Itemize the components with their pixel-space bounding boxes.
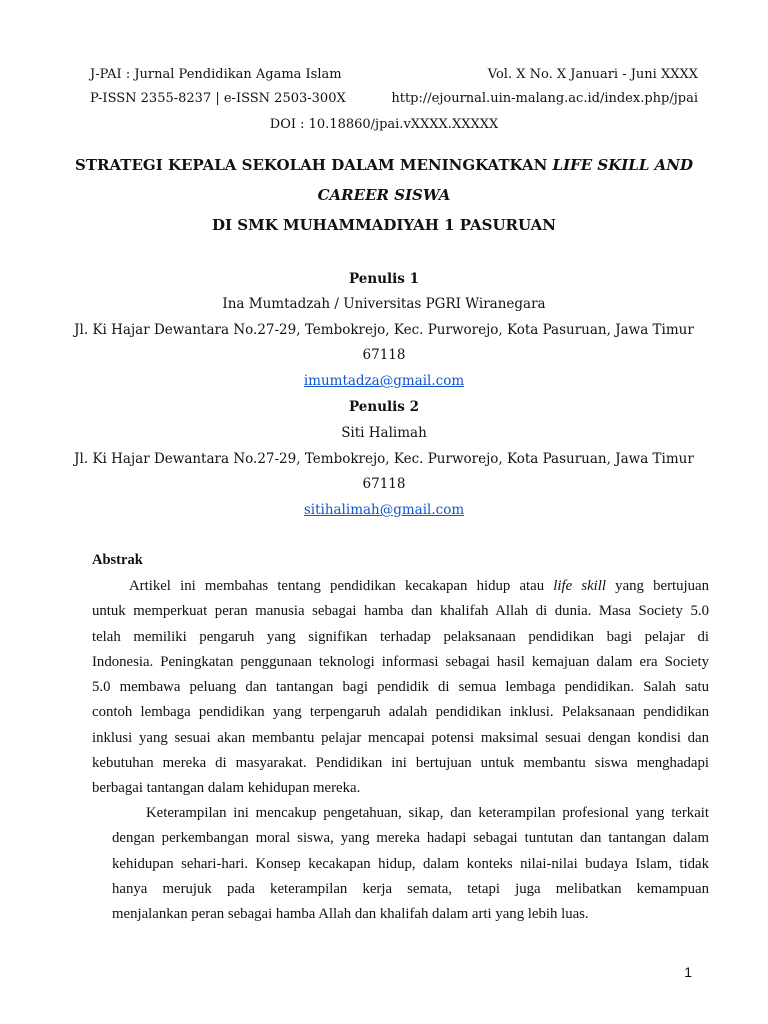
abstract-p1-line: kebutuhan mereka di masyarakat. Pendidikan ini bertujuan untuk membantu siswa menghadapi xyxy=(92,755,709,772)
title-italic-part: LIFE SKILL AND xyxy=(552,156,693,174)
article-title-line-3: DI SMK MUHAMMADIYAH 1 PASURUAN xyxy=(212,216,556,234)
abstract-p2-line: hanya merujuk pada keterampilan kerja semata, tetapi juga melibatkan kemampuan xyxy=(112,880,709,897)
article-title-line-2: CAREER SISWA xyxy=(317,186,451,204)
issn-info: P-ISSN 2355-8237 | e-ISSN 2503-300X xyxy=(90,91,346,106)
abstract-p2-line: Keterampilan ini mencakup pengetahuan, sikap, dan keterampilan profesional yang terkait xyxy=(146,805,709,821)
title-normal-part: STRATEGI KEPALA SEKOLAH DALAM MENINGKATKAN xyxy=(75,156,553,174)
abstract-p1-line: untuk memperkuat peran manusia sebagai hamba dan khalifah Allah di dunia. Masa Society 5.0 xyxy=(92,603,709,620)
author-1-email-link[interactable]: imumtadza@gmail.com xyxy=(303,373,465,389)
doi: DOI : 10.18860/jpai.vXXXX.XXXXX xyxy=(269,117,499,132)
author-1-address: Jl. Ki Hajar Dewantara No.27-29, Tembokrejo, Kec. Purworejo, Kota Pasuruan, Jawa Timur xyxy=(74,322,694,338)
abstract-p1-line: telah memiliki pengaruh yang signifikan terhadap pelaksanaan pendidikan bagi pelajar di xyxy=(92,628,709,645)
abstract-p1-line: Indonesia. Peningkatan penggunaan teknologi informasi sebagai hasil kemajuan dalam era Society xyxy=(92,653,709,670)
author-2-postal-code: 67118 xyxy=(362,476,406,492)
volume-info: Vol. X No. X Januari - Juni XXXX xyxy=(487,67,698,82)
abstract-p1-text: yang bertujuan xyxy=(606,578,709,594)
author-2-email-row xyxy=(0,502,768,518)
author-2-name: Siti Halimah xyxy=(341,425,427,441)
author-2-heading: Penulis 2 xyxy=(349,399,419,415)
article-title-line-1 xyxy=(0,156,768,174)
author-1-postal-code: 67118 xyxy=(362,347,406,363)
abstract-p1-line: inklusi yang sesuai akan membantu pelajar mencapai potensi maksimal sesuai dengan kondisi dan xyxy=(92,729,709,746)
abstract-p1-text: Artikel ini membahas tentang pendidikan kecakapan hidup atau xyxy=(129,578,554,594)
author-1-email-row xyxy=(0,373,768,389)
author-2-email-link[interactable]: sitihalimah@gmail.com xyxy=(303,502,465,518)
abstract-p1-line xyxy=(92,574,709,599)
abstract-p2-line: menjalankan peran sebagai hamba Allah dan khalifah dalam arti yang lebih luas. xyxy=(112,906,589,923)
author-1-name: Ina Mumtadzah / Universitas PGRI Wiranegara xyxy=(222,296,546,312)
journal-url: http://ejournal.uin-malang.ac.id/index.php/jpai xyxy=(391,91,698,106)
abstract-p1-italic-term: life skill xyxy=(553,578,606,594)
author-2-address: Jl. Ki Hajar Dewantara No.27-29, Tembokrejo, Kec. Purworejo, Kota Pasuruan, Jawa Timur xyxy=(74,451,694,467)
author-1-heading: Penulis 1 xyxy=(349,271,419,287)
abstract-p1-line: berbagai tantangan dalam kehidupan mereka. xyxy=(92,780,361,797)
page-number: 1 xyxy=(684,964,692,980)
abstract-paragraph-2 xyxy=(112,801,709,927)
abstract-p1-line: contoh lembaga pendidikan yang terpengaruh adalah pendidikan inklusi. Pelaksanaan pendidikan xyxy=(92,704,709,721)
journal-name: J-PAI : Jurnal Pendidikan Agama Islam xyxy=(90,67,342,82)
abstract-p2-line: dengan perkembangan moral siswa, yang mereka hadapi sebagai tuntutan dan tantangan dalam xyxy=(112,830,709,847)
abstract-p2-line: kehidupan sehari-hari. Konsep kecakapan hidup, dalam konteks nilai-nilai budaya Islam, tidak xyxy=(112,855,709,872)
abstract-paragraph-1 xyxy=(92,574,709,802)
abstract-heading: Abstrak xyxy=(92,552,143,568)
abstract-p1-line: 5.0 membawa peluang dan tantangan bagi pendidik di semua lembaga pendidikan. Salah satu xyxy=(92,679,709,696)
